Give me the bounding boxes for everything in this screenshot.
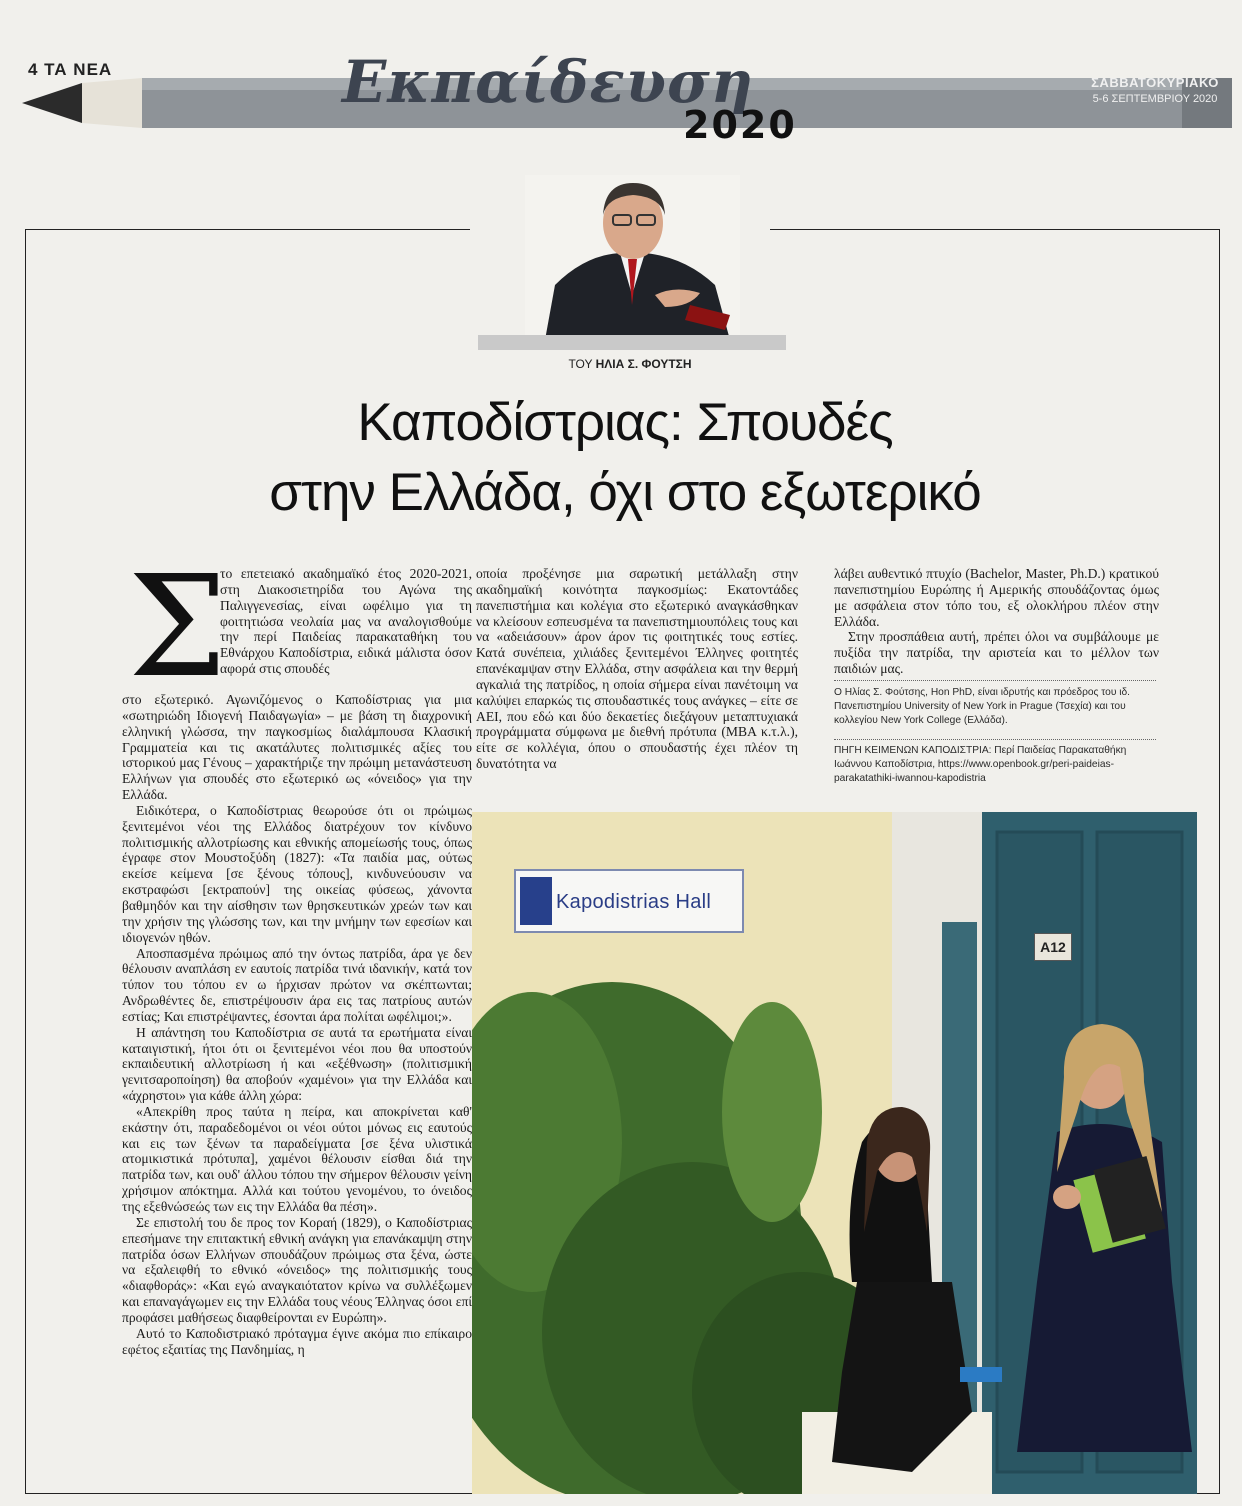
paragraph: λάβει αυθεντικό πτυχίο (Bachelor, Master, Ph.D.) κρατικού πανεπιστημίου Ευρώπης ή Αμερικής σπουδάζοντας όμως με ασφάλεια στον τόπο του, εξ ολοκλήρου πλέον στην Ελλάδα. bbox=[834, 566, 1159, 629]
paragraph: οποία προξένησε μια σαρωτική μετάλλαξη στην ακαδημαϊκή κοινότητα παγκοσμίως: Εκατοντάδες πανεπιστήμια και κολέγια στο εξωτερικό αναγκάσθηκαν να κλείσουν εσπευσμένα τα πανεπιστημιουπόλεις τους και να «αδειάσουν» άρον άρον τις φοιτητικές τους εστίες. Κατά συνέπεια, χιλιάδες ξενιτεμένοι Έλληνες φοιτητές επανέκαμψαν στην Ελλάδα, στην ασφάλεια και την θερμή αγκαλιά της πατρίδος, η οποία σήμερα είναι πανέτοιμη να καλύψει επαρκώς τις σπουδαστικές τους ανάγκες – είτε σε ΑΕΙ, που εδώ και δύο δεκαετίες διεξάγουν μεταπτυχιακά προγράμματα σύμφωνα με διεθνή πρότυπα (MBA κ.τ.λ.), είτε σε κολλέγια, όπου ο σπουδαστής έχει πλέον τη δυνατότητα να bbox=[476, 566, 798, 772]
column-2 bbox=[476, 566, 798, 772]
hall-logo bbox=[520, 877, 552, 925]
byline bbox=[500, 357, 760, 371]
pencil-tip bbox=[22, 83, 82, 123]
byline-prefix: ΤΟΥ bbox=[568, 357, 596, 371]
issue-date bbox=[1090, 75, 1220, 105]
paragraph: Η απάντηση του Καποδίστρια σε αυτά τα ερωτήματα είναι καταιγιστική, ήτοι ότι οι ξενιτεμένοι νέοι που θα υποστούν εκπαιδευτική αλλοτρίωση ή και «εξέθνωση» (πολιτισμική γενιτσαροποίηση) θα αποβούν «χαμένοι» για την Ελλάδα και «άχρηστοι» για κάθε άλλη χώρα: bbox=[122, 1024, 472, 1104]
drop-cap: Σ bbox=[128, 546, 227, 709]
paragraph: Ειδικότερα, ο Καποδίστριας θεωρούσε ότι οι πρώιμως ξενιτεμένοι νέοι της Ελλάδος διατρέχουν τον κίνδυνο πολιτισμικής αλλοτρίωσης και εθνικής απομείωσής τους, όπως έγραφε στον Μουστοξύδη (1827): «Τα παιδία μας, ούτως εκείσε κείμενα [σε ξένους τόπους], κινδυνεύουσιν να εκστραφώσι [εκτραπούν] της οικείας φύσεως, χάνοντα βαθμηδόν και την αίσθησιν των θρησκευτικών χρεών των και την χρήσιν της γλώσσης των, και την μνήμην των εφεσίων και ιδιογενών ηθών. bbox=[122, 802, 472, 945]
page-number: 4 ΤΑ ΝΕΑ bbox=[28, 60, 113, 79]
column-1 bbox=[122, 692, 472, 1357]
issue-date-text: 5-6 ΣΕΠΤΕΜΒΡΙΟΥ 2020 bbox=[1092, 93, 1218, 105]
headline-line-2: στην Ελλάδα, όχι στο εξωτερικό bbox=[269, 463, 981, 522]
paragraph: Αποσπασμένα πρώιμως από την όντως πατρίδα, άρα γε δεν θέλουσιν αναπλάση εν εαυτοίς πατρίδα τινά ιδανικήν, κατά τον τύπον του τόπου εν ω ήρχισαν πρώτον να σκέπτωνται; Ανδρωθέντες δε, επιστρέψουσιν άρα εις τας πατρίους αυτών εστίας; Και επιστρέψαντες, έσονται άρα πολίται ωφέλιμοι;». bbox=[122, 945, 472, 1024]
paragraph: «Απεκρίθη προς ταύτα η πείρα, και αποκρίνεται καθ' εκάστην ότι, παραδεδομένοι οι νέοι ούτοι μόνως εις εαυτούς και εις των ξένων τα παραδείγματα [σε ξένα υλιστικά ατομικιστικά πρότυπα], χαμένοι θέλουσιν είσθαι διά την πατρίδα των, και ουδ' άλλου τόπου την σήμερον θέλουσιν γείνη χρήσιμον απόκτημα. Αλλά και τούτου γενομένου, το όνειδος της εξεθνώσεώς των εις την Ελλάδα θα πέση». bbox=[122, 1103, 472, 1214]
portrait-base bbox=[478, 335, 786, 350]
divider bbox=[834, 739, 1156, 740]
headline-line-1: Καποδίστριας: Σπουδές bbox=[357, 393, 893, 452]
paragraph: στο εξωτερικό. Αγωνιζόμενος ο Καποδίστριας για μια «σωτηριώδη Ιδιογενή Παιδαγωγία» – με βάση τη διαχρονική ελληνική γλώσσα, την παγκοσμίως διαλάμπουσα Κλασική Γραμματεία και τις ακατάλυτες πολιτισμικές αξίες του ιστορικού μας Γένους – χαρακτήριζε την πρώιμη μετανάστευση Ελλήνων για σπουδές στο εξωτερικό ως «όνειδος» για την Ελλάδα. bbox=[122, 692, 472, 803]
section-title: Εκπαίδευση bbox=[342, 48, 754, 116]
author-portrait bbox=[525, 175, 740, 340]
hall-sign bbox=[514, 869, 744, 933]
author-note: Ο Ηλίας Σ. Φούτσης, Hon PhD, είναι ιδρυτής και πρόεδρος του ιδ. Πανεπιστημίου University of New York in Prague (Τσεχία) και του κολλεγίου New York College (Ελλάδα). bbox=[834, 687, 1131, 726]
paragraph: Αυτό το Καποδιστριακό πρόταγμα έγινε ακόμα πιο επίκαιρο εφέτος εξαιτίας της Πανδημίας, η bbox=[122, 1325, 472, 1357]
paragraph: Σε επιστολή του δε προς τον Κοραή (1829), ο Καποδίστριας επεσήμανε την επιτακτική εθνική ανάγκη για επανάκαμψη στην πατρίδα όσων Ελλήνων σπουδάζουν πρώιμως στα ξένα, ώστε να εξαλειφθή το εθνικό «όνειδος» της πολιτισμικής τους «διαφθοράς»: «Και εγώ αναγκαιότατον κρίνω να συλλέξωμεν και επαναγάγωμεν εις την Ελλάδα τους νέους Έλληνας όσοι επί προφάσει μαθήσεως διαφθείρονται εν Ευρώπη». bbox=[122, 1214, 472, 1325]
byline-name: ΗΛΙΑ Σ. ΦΟΥΤΣΗ bbox=[595, 357, 692, 371]
headline bbox=[60, 388, 1190, 528]
paragraph: το επετειακό ακαδημαϊκό έτος 2020-2021, στη Διακοσιετηρίδα του Αγώνα της Παλιγγενεσίας, είναι ωφέλιμο για τη φοιτητιώσα νεολαία μας να αναλογισθούμε την περί Παιδείας παρακαταθήκη του Εθνάρχου Καποδίστρια, ειδικά μάλιστα όσον αφορά στις σπουδές bbox=[220, 566, 472, 677]
paragraph: Στην προσπάθεια αυτή, πρέπει όλοι να συμβάλουμε με πυξίδα την πατρίδα, την αριστεία και το μέλλον των παιδιών μας. bbox=[834, 629, 1159, 677]
column-1-intro bbox=[220, 566, 472, 677]
issue-day: ΣΑΒΒΑΤΟΚΥΡΙΑΚΟ bbox=[1091, 75, 1219, 90]
door-number: A12 bbox=[1034, 933, 1072, 961]
pencil-wood bbox=[82, 78, 142, 128]
source-note: ΠΗΓΗ ΚΕΙΜΕΝΩΝ ΚΑΠΟΔΙΣΤΡΙΑ: Περί Παιδείας Παρακαταθήκη Ιωάννου Καποδίστρια, https://www.openbook.gr/peri-paideias-parakatathiki-iwannou-kapodistria bbox=[834, 745, 1127, 784]
divider bbox=[834, 680, 1156, 681]
column-3 bbox=[834, 566, 1159, 677]
section-year: 2020 bbox=[683, 103, 797, 147]
hall-sign-text: Kapodistrias Hall bbox=[556, 891, 712, 913]
